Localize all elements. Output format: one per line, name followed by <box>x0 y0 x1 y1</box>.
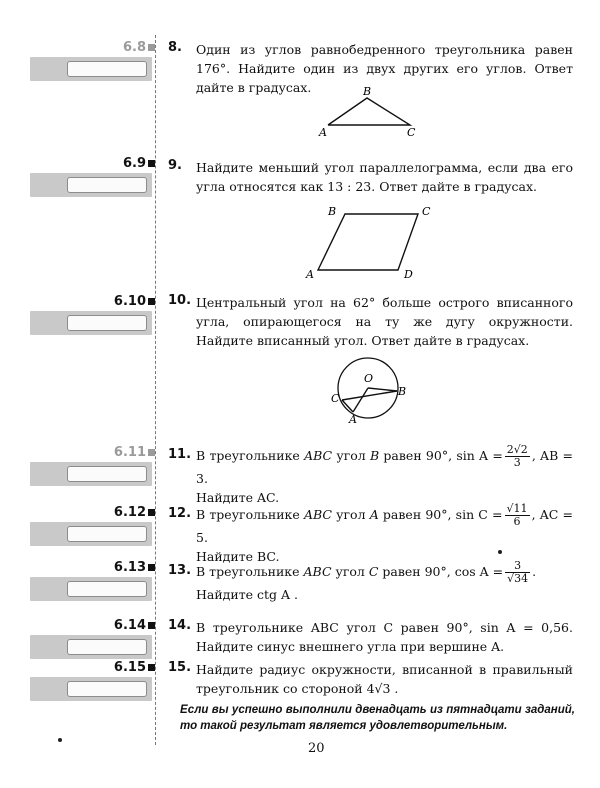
triangle-name: ABC <box>304 448 333 463</box>
problem-10 <box>168 293 573 350</box>
fraction <box>505 444 530 469</box>
parallelogram-shape <box>318 214 418 270</box>
text-part: угол <box>331 564 369 579</box>
numerator: 3 <box>505 560 530 573</box>
segment-bc <box>342 391 397 400</box>
tab-label: 6.14 <box>114 618 155 633</box>
label-c: C <box>331 392 340 405</box>
problem-13 <box>168 560 573 604</box>
problem-text: Центральный угол на 62° больше острого вписанного угла, опирающегося на ту же дугу окружности. Найдите вписанный угол. Ответ дайте в градусах. <box>196 295 573 348</box>
angle-name: B <box>369 448 380 463</box>
result-note: Если вы успешно выполнили двенадцать из пятнадцати заданий, то такой результат является удовлетворительным. <box>180 704 575 732</box>
problem-number: 9. <box>168 158 182 173</box>
answer-input[interactable] <box>67 61 147 77</box>
denominator: 3 <box>513 456 521 469</box>
label-c: C <box>407 126 416 139</box>
speck <box>498 550 502 554</box>
answer-input[interactable] <box>67 315 147 331</box>
function: cos A = <box>454 564 504 579</box>
tab-marker-icon <box>148 44 155 51</box>
problem-12 <box>168 503 573 566</box>
tab-label: 6.11 <box>114 445 155 460</box>
tab-label: 6.12 <box>114 505 155 520</box>
fraction <box>505 560 530 585</box>
function: sin C = <box>455 507 503 522</box>
tab-label: 6.10 <box>114 294 155 309</box>
problem-9 <box>168 158 573 196</box>
answer-bar <box>30 577 152 601</box>
problem-text: В треугольнике ABC угол C равен 90°, sin A = 0,56. Найдите синус внешнего угла при вершине A. <box>196 620 573 654</box>
tab-marker-icon <box>148 564 155 571</box>
label-o: O <box>364 372 374 385</box>
tab-label: 6.15 <box>114 660 155 675</box>
text-part: равен 90°, <box>378 564 455 579</box>
text-part: равен 90°, <box>378 507 456 522</box>
tab-marker-icon <box>148 509 155 516</box>
label-a: A <box>306 268 314 281</box>
answer-input[interactable] <box>67 466 147 482</box>
answer-bar <box>30 522 152 546</box>
problem-text <box>196 444 573 507</box>
answer-bar <box>30 677 152 701</box>
problem-14 <box>168 618 573 656</box>
triangle-name: ABC <box>303 564 332 579</box>
tab-label: 6.9 <box>123 156 155 171</box>
label-b: B <box>328 205 337 218</box>
problem-number: 14. <box>168 618 192 633</box>
fraction <box>505 503 530 528</box>
text-part: равен 90°, <box>379 448 457 463</box>
problem-number: 13. <box>168 563 192 578</box>
tab-marker-icon <box>148 160 155 167</box>
numerator: √11 <box>506 502 528 515</box>
answer-bar <box>30 173 152 197</box>
problem-number: 12. <box>168 506 192 521</box>
problem-number: 15. <box>168 660 192 675</box>
function: sin A = <box>456 448 503 463</box>
problem-text <box>196 503 573 566</box>
problem-number: 8. <box>168 40 182 55</box>
problem-11 <box>168 444 573 507</box>
problem-text: Найдите радиус окружности, вписанной в правильный треугольник со стороной 4√3 . <box>196 662 573 696</box>
problem-15 <box>168 660 573 698</box>
answer-input[interactable] <box>67 581 147 597</box>
answer-input[interactable] <box>67 526 147 542</box>
text-part: угол <box>332 448 370 463</box>
answer-input[interactable] <box>67 177 147 193</box>
denominator: √34 <box>507 572 529 585</box>
segment-oa <box>353 388 368 412</box>
numerator: 2√2 <box>506 443 528 456</box>
tab-marker-icon <box>148 664 155 671</box>
tab-marker-icon <box>148 622 155 629</box>
label-b: B <box>363 85 372 98</box>
answer-bar <box>30 462 152 486</box>
problem-text <box>196 560 573 604</box>
triangle-figure <box>315 84 425 144</box>
label-b: B <box>398 385 407 398</box>
label-a: A <box>349 413 357 426</box>
question: Найдите AC. <box>196 490 280 505</box>
parallelogram-figure <box>300 200 440 285</box>
condition: , AB = 3. <box>196 448 573 486</box>
tab-label: 6.8 <box>123 40 155 55</box>
answer-bar <box>30 311 152 335</box>
condition: . <box>532 564 537 579</box>
page-number: 20 <box>308 741 325 756</box>
question: Найдите BC. <box>196 549 280 564</box>
problem-text: Один из углов равнобедренного треугольника равен 176°. Найдите один из двух других его углов. Ответ дайте в градусах. <box>196 42 573 95</box>
answer-input[interactable] <box>67 639 147 655</box>
question: Найдите ctg A . <box>196 587 298 602</box>
text-part: угол <box>331 507 370 522</box>
problem-number: 10. <box>168 293 192 308</box>
text-part: В треугольнике <box>196 507 304 522</box>
segment-ob <box>368 388 397 391</box>
answer-bar <box>30 57 152 81</box>
label-a: A <box>319 126 327 139</box>
problem-text: Найдите меньший угол параллелограмма, если два его угла относятся как 13 : 23. Ответ дайте в градусах. <box>196 160 573 194</box>
tab-marker-icon <box>148 449 155 456</box>
label-d: D <box>404 268 413 281</box>
answer-input[interactable] <box>67 681 147 697</box>
angle-name: C <box>368 564 379 579</box>
tab-marker-icon <box>148 298 155 305</box>
condition: , AC = 5. <box>196 507 573 545</box>
label-c: C <box>422 205 431 218</box>
problem-number: 11. <box>168 447 192 462</box>
answer-bar <box>30 635 152 659</box>
text-part: В треугольнике <box>196 564 304 579</box>
denominator: 6 <box>513 515 521 528</box>
dashed-divider <box>155 35 156 745</box>
speck <box>58 738 62 742</box>
text-part: В треугольнике <box>196 448 305 463</box>
triangle-shape <box>328 98 410 125</box>
triangle-name: ABC <box>303 507 332 522</box>
tab-label: 6.13 <box>114 560 155 575</box>
circle-figure <box>325 350 415 430</box>
angle-name: A <box>369 507 379 522</box>
